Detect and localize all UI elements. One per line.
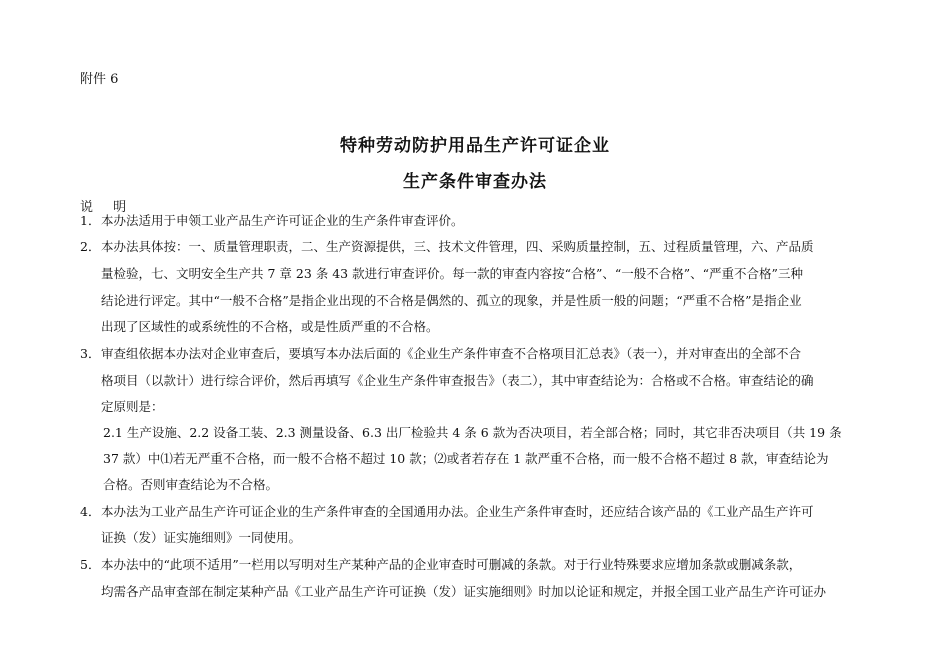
- attachment-label: 附件 6: [80, 72, 119, 87]
- document-title-line1: 特种劳动防护用品生产许可证企业: [340, 136, 610, 156]
- list-item-5: [80, 557, 801, 573]
- list-item-3: [80, 346, 801, 362]
- list-item-4: [80, 504, 814, 520]
- item-text-continued: 格项目（以款计）进行综合评价，然后再填写《企业生产条件审查报告》（表二），其中审查结论为：合格或不合格。审查结论的确: [101, 373, 814, 388]
- item-text-continued: 定原则是：: [101, 399, 164, 414]
- item-number: 5．: [80, 557, 101, 572]
- item-text-continued: 均需各产品审查部在制定某种产品《工业产品生产许可证换（发）证实施细则》时加以论证和规定，并报全国工业产品生产许可证办: [101, 584, 827, 599]
- item-text-continued: 结论进行评定。其中“一般不合格”是指企业出现的不合格是偶然的、孤立的现象，并是性质一般的问题；“严重不合格”是指企业: [101, 293, 802, 308]
- list-item-2: [80, 239, 814, 255]
- item-text: 本办法为工业产品生产许可证企业的生产条件审查的全国通用办法。企业生产条件审查时，还应结合该产品的《工业产品生产许可: [101, 504, 814, 519]
- item-number: 2．: [80, 239, 101, 254]
- item-subtext: 37 款）中⑴若无严重不合格，而一般不合格不超过 10 款；⑵或者若存在 1 款严重不合格，而一般不合格不超过 8 款，审查结论为: [103, 451, 829, 466]
- item-text: 本办法适用于申领工业产品生产许可证企业的生产条件审查评价。: [101, 213, 464, 228]
- item-text-continued: 量检验，七、文明安全生产共 7 章 23 条 43 款进行审查评价。每一款的审查内容按“合格”、“一般不合格”、“严重不合格”三种: [101, 266, 803, 281]
- item-subtext: 合格。否则审查结论为不合格。: [103, 477, 279, 492]
- item-number: 3．: [80, 346, 101, 361]
- item-text: 本办法中的“此项不适用”一栏用以写明对生产某种产品的企业审查时可删减的条款。对于行业特殊要求应增加条款或删减条款，: [101, 557, 802, 572]
- item-text: 本办法具体按：一、质量管理职责，二、生产资源提供，三、技术文件管理，四、采购质量控制，五、过程质量管理，六、产品质: [101, 239, 814, 254]
- document-title-line2: 生产条件审查办法: [403, 172, 547, 192]
- item-text-continued: 出现了区域性的或系统性的不合格，或是性质严重的不合格。: [101, 319, 439, 334]
- list-item-1: [80, 213, 464, 229]
- item-number: 1．: [80, 213, 101, 228]
- item-number: 4．: [80, 504, 101, 519]
- item-text-continued: 证换（发）证实施细则》一同使用。: [101, 530, 302, 545]
- item-text: 审查组依据本办法对企业审查后，要填写本办法后面的《企业生产条件审查不合格项目汇总表》（表一），并对审查出的全部不合: [101, 346, 802, 361]
- section-heading: 说 明: [80, 200, 135, 215]
- item-subtext: 2.1 生产设施、2.2 设备工装、2.3 测量设备、6.3 出厂检验共 4 条 6 款为否决项目，若全部合格；同时，其它非否决项目（共 19 条: [103, 425, 842, 440]
